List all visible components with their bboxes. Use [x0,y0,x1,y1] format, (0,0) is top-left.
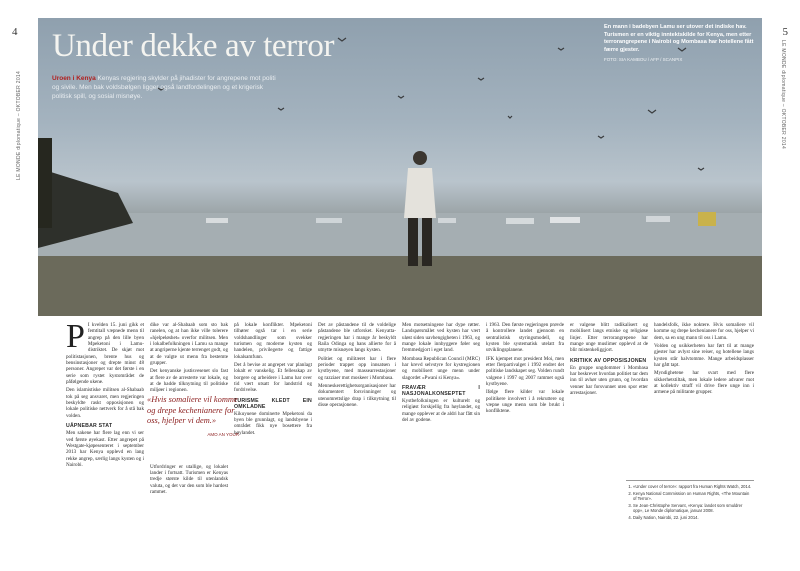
page-number-right: 5 [782,26,788,38]
body-paragraph: IFK kjempet mot president Moi, men etter flerpartivalget i 1992 endret det politiske landskapet seg. Volden rundt valgene i 1997 og 2007 rammet også kystbyene. [486,355,564,388]
body-paragraph: Volden og usikkerheten har ført til at mange gjester har avlyst sine reiser, og hotellene langs kysten står halvtomme. Mange arbeidsplasser har gått tapt. [654,343,754,369]
body-paragraph: Ifølge flere kilder var lokale politikere involvert i å rekruttere og væpne unge menn som ble brukt i konfliktene. [486,389,564,415]
pull-quote-byline: AMO AN YOUR [207,431,239,437]
boat-icon [506,218,534,224]
article-kicker [52,74,282,101]
subheading: KRITIKK AV OPPOSISJONEN [570,357,647,364]
body-column-7 [570,322,648,562]
body-paragraph: Men sakene har flere lag enn vi ser ved første øyekast. Etter angrepet på Westgate-kjøpesenteret i september 2013 har Kenya opplevd en lang rekke angrep, særlig langs kysten og i Nairobi. [66,430,144,468]
pull-quote [147,395,239,437]
body-paragraph: Det å bevise at angrepet var planlagt lokalt er vanskelig. Et fellesskap av borgere og arbeidere i Lamu har over tid vært utsatt for landstrid og fordrivelse. [234,362,312,394]
body-column-6 [486,322,564,562]
hero-photo [38,18,762,316]
body-column-8 [654,322,754,472]
subheading: FRAVÆR I NASJONALKONSEPTET [402,385,480,398]
boat-icon [206,218,228,223]
body-column-4 [318,322,396,562]
body-paragraph: Menneskerettighetsorganisasjoner har dokumentert forsvinninger og utenomrettslige drap i tilknytning til disse operasjonene. [318,383,396,409]
body-paragraph: Det kenyanske justisvesenet slo fast at flere av de arresterte var lokale, og at de hadde tilknytning til politiske miljøer i regionen. [150,368,228,394]
body-paragraph: Kystbefolkningen er kulturelt og religiøst forskjellig fra høylandet, og mange opplever at de aldri har fått sin del av godene. [402,398,480,424]
article-headline: Under dekke av terror [52,28,335,64]
kicker-text: Kenyas regjering skylder på jihadister for angrepene mot politi og sivile. Men bak voldsbølgen ligger også landfordelingen og et krigerisk politisk spill, og sosial misnøye. [52,75,276,100]
body-column-5 [402,322,480,562]
body-paragraph: Men motsetningene har dype røtter. Landspørsmålet ved kysten har vært uløst siden uavhengigheten i 1963, og mange lokale innbyggere føler seg fremmedgjort i eget land. [402,322,480,354]
body-paragraph: Mombasa Republican Council (MRC) har krevd selvstyre for kystregionen og mobilisert unge menn under slagordet «Pwani si Kenya». [402,355,480,381]
body-paragraph: på lokale konflikter. Mpeketoni tilhører også tar i en serie voldshandlinger som svekker turismen og moderne kysten og handelen, privilegerte og fattige lokalsamfunn. [234,322,312,360]
body-paragraph: P I kvelden 15. juni gikk et femtitall væpnede menn til angrep på den lille byen Mpeketoni i Lamu-distriktet. De skjøt mot politistasjonen, brente hus og bensinstasjoner og drepte minst 48 personer. Angrepet var det første i en serie som rystet kystområdet de påfølgende ukene. [66,322,144,386]
footnote: 2. Kenya National Commission on Human Rights, «The Mountain of Terror». [633,491,754,502]
boat-icon [646,216,670,222]
right-running-header: LE MONDE diplomatique – OKTOBER 2014 [780,40,786,150]
body-paragraph: er valgene blitt radikalisert og mobilisert langs etniske og religiøse linjer. Etter terrorangrepene har mange unge muslimer opplevd at de blir mistenkeliggjort. [570,322,648,354]
body-paragraph: Det av påstandene til de voldelige påstandene ble utforsket. Kenyatta-regjeringen har i mange år beskyldt Raila Odinga og hans allierte for å utnytte misnøyen langs kysten. [318,322,396,354]
photo-credit: FOTO: SIA KAMBOU / AFP / SCANPIX [604,57,683,62]
subheading: UÅPNEBAR STAT [66,423,113,430]
body-paragraph: Utfordringer er utallige, og lokalet lander i fortsatt. Turismen er Kenyas tredje største kilde til utenlandsk valuta, og det var den som ble hardest rammet. [150,463,228,496]
body-paragraph: handelsfolk, ikke noktere. Hvis somaliere vil komme og drepe kechenianere for oss, hjelper vi dem, sa en ung mann til oss i Lamu. [654,322,754,341]
left-running-header: LE MONDE diplomatique – OKTOBER 2014 [16,70,22,180]
footnote: 3. Se Jean-Christophe Servant, «Kenya: landet som smuldrer opp», Le Monde diplomatique, januar 2008. [633,503,754,514]
photo-caption: En mann i badebyen Lamu ser utover det indiske hav. Turismen er en viktig inntektskilde for Kenya, men etter terrorangrepene i Nairobi og Mombasa har hotellene fått færre gjester. FOTO: SIA KAMBOU / AFP / SCANPIX [604,24,754,62]
footnote: 1. «Under cover of terror»: rapport fra Human Rights Watch, 2014. [633,484,754,490]
boat-icon [438,218,456,223]
page-number-left: 4 [12,26,18,38]
body-paragraph: i 1963. Den første regjeringen prøvde å kontrollere landet gjennom en sentralistisk styringsmodell, og kysten ble systematisk utelatt fra utviklingsplanene. [486,322,564,354]
pull-quote-text: «Hvis somaliere vil komme og drepe kechenianere for oss, hjelper vi dem.» [147,395,238,425]
footnotes [626,480,754,522]
article-body [66,322,766,562]
body-paragraph: Myndighetene har svart med flere sikkerhetstiltak, men lokale ledere advarer mot at kollektiv straff vil drive flere unge inn i armene på militante grupper. [654,370,754,396]
body-paragraph: dike var al-Shabaab som sto bak ranelen, og at han ikke ville tolerere «hjelpeløshet» overfor militsen. Men i lokalbefolkningen i Lamu sa mange at angriperne kjente terrenget godt, og at de valgte ut menn fra bestemte grupper. [150,322,228,367]
boat-icon [550,217,580,223]
kicker-label: Uroen i Kenya [52,75,96,82]
subheading: TURISME KLEDT EIN OMKLADNE [234,397,312,410]
body-column-1 [66,322,144,562]
body-paragraph: Kikuyuene dominerte Mpeketoni da byen ble grunnlagt, og landsbyene i området fikk nye bosettere fra høylandet. [234,410,312,436]
boat-icon [698,212,716,226]
body-paragraph: En gruppe ungdommer i Mombasa har beskrevet hvordan politiet tar dem inn til avhør uten grunn, og hvordan venner har forsvunnet uten spor etter arrestasjoner. [570,364,648,397]
boat-icon [316,218,342,223]
body-paragraph: Politiet og militæret har i flere perioder trappet opp innsatsen i kystbyene, med massearrestasjoner og razziaer mot moskeer i Mombasa. [318,355,396,381]
footnote: 4. Daily Nation, Nairobi, 22. juni 2014. [633,515,754,521]
body-column-3 [234,322,312,562]
body-column-2 [150,322,228,562]
body-paragraph: Den islamistiske militsen al-Shabaab tok på seg ansvaret, men regjeringen beskyldte raskt opposisjonen og lokale politiske nettverk for å stå bak volden. [66,387,144,419]
